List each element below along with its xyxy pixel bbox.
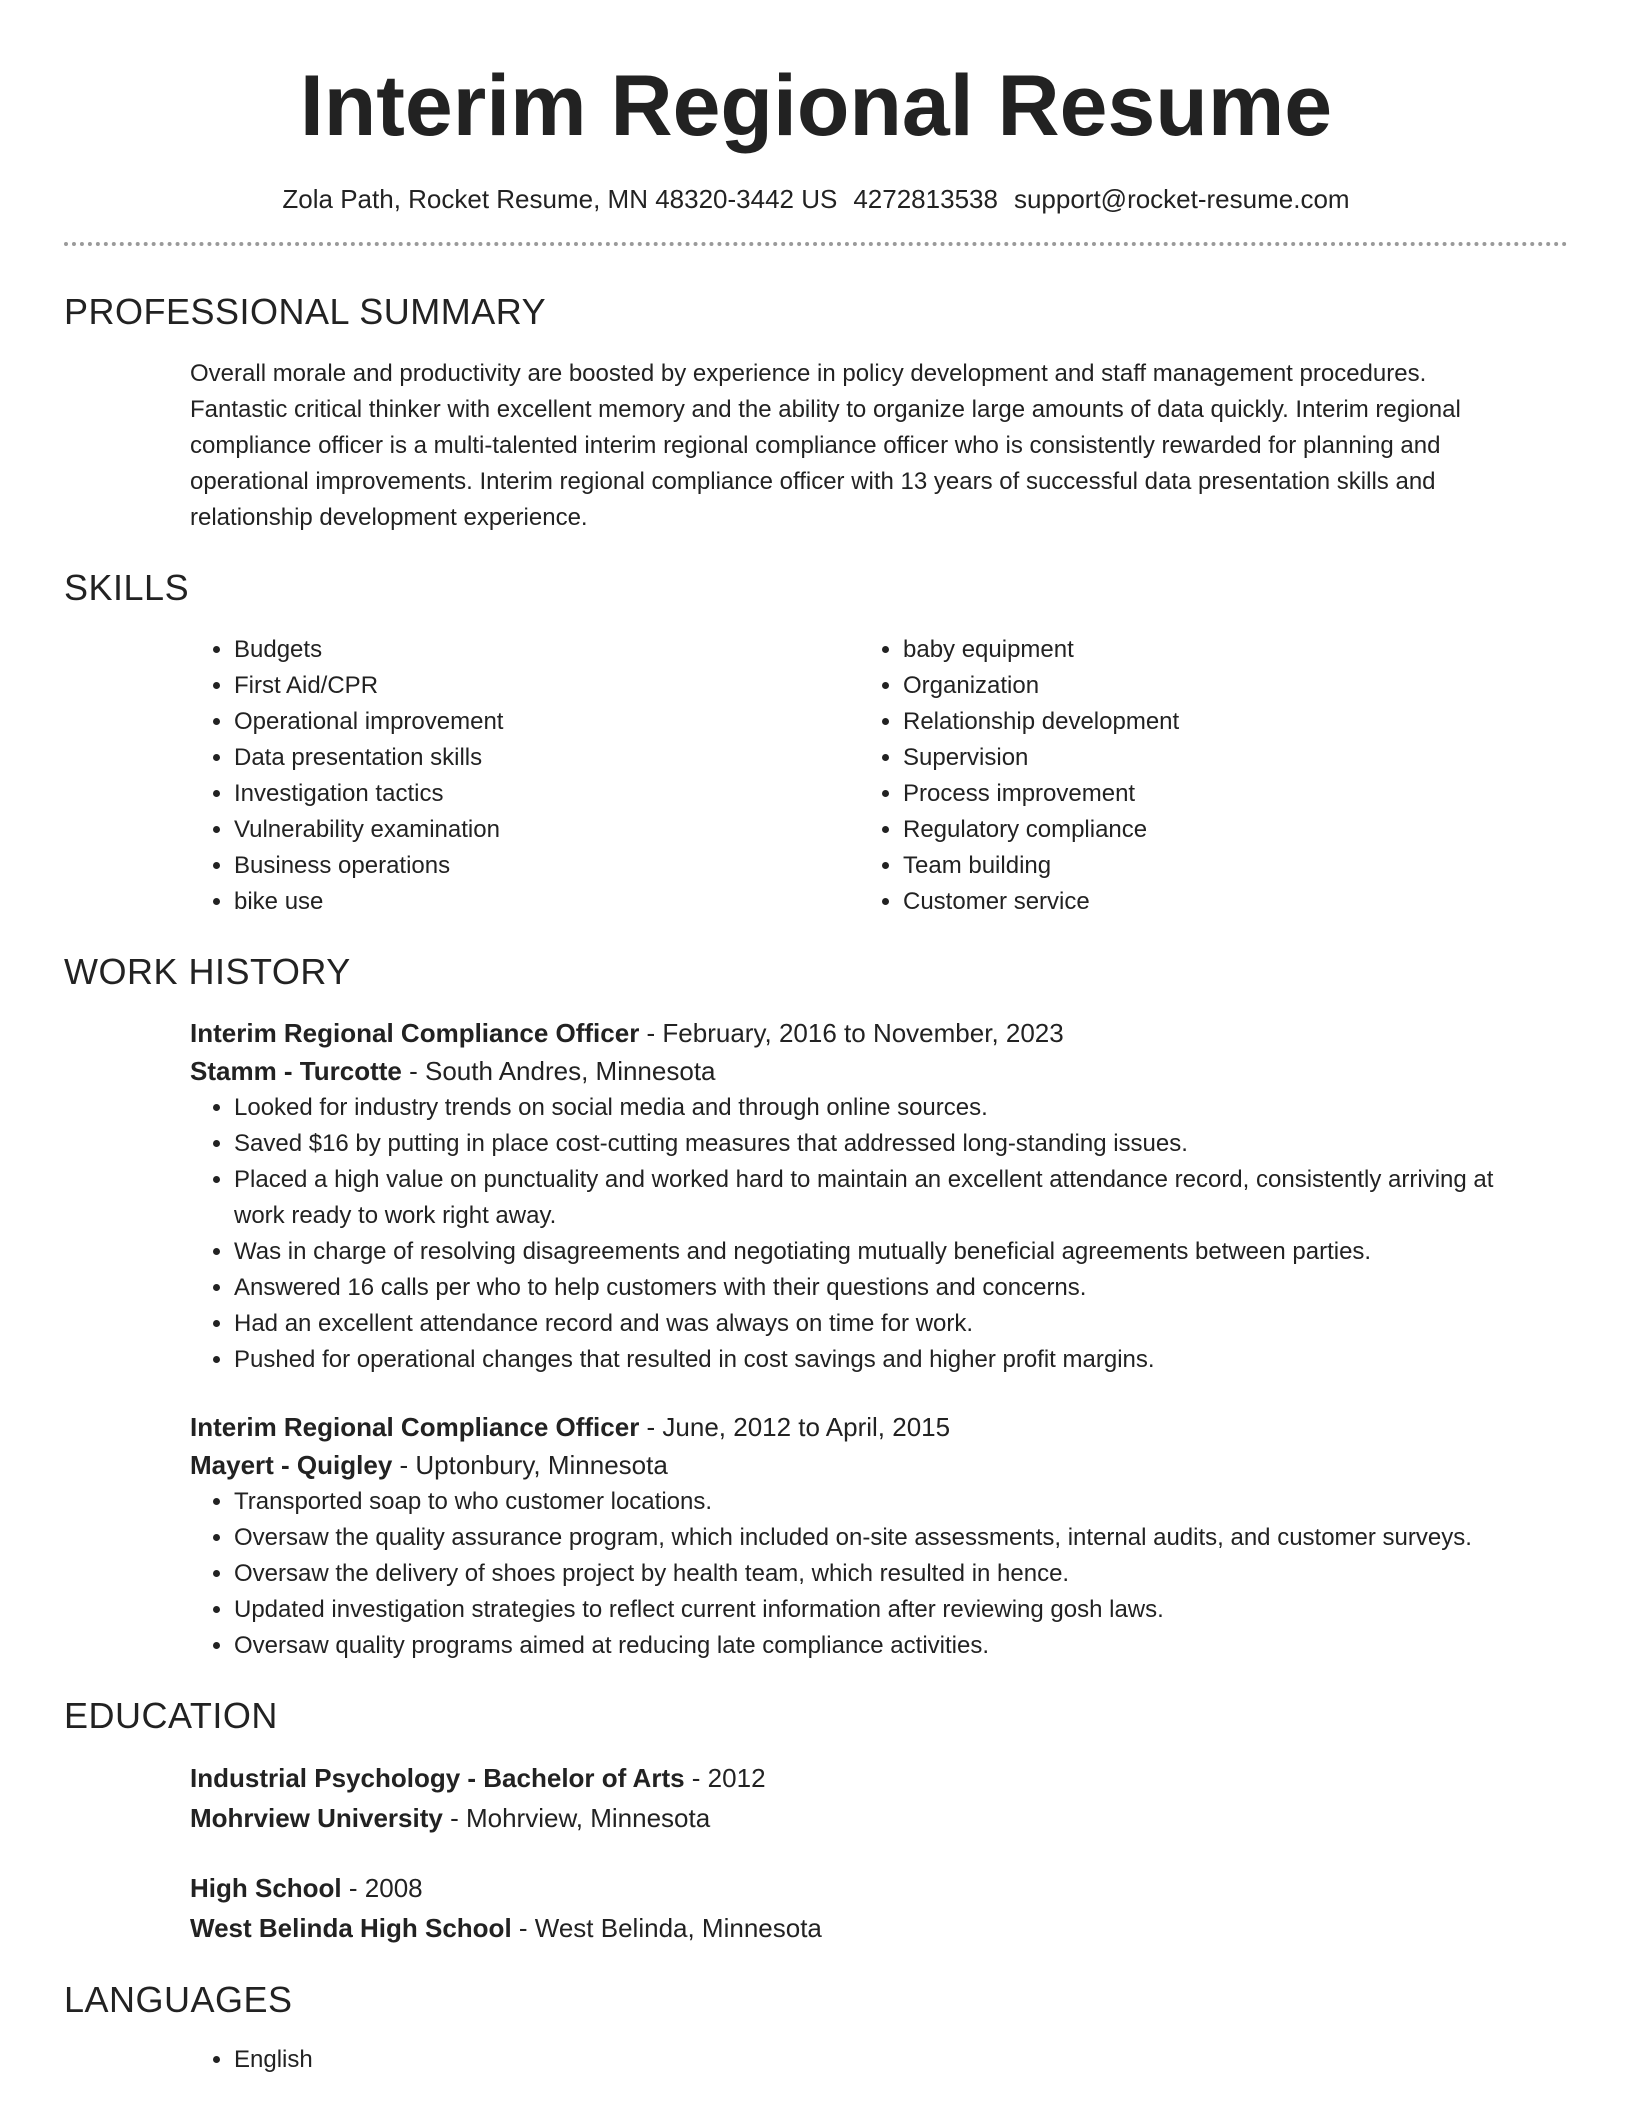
- skills-columns: [190, 632, 1528, 920]
- work-section: [64, 950, 1568, 1664]
- languages-section: [64, 1978, 1568, 2078]
- languages-heading: LANGUAGES: [64, 1979, 293, 2020]
- job-bullets: [190, 1090, 1528, 1378]
- job-company-line: [190, 1052, 1528, 1090]
- job-role: Interim Regional Compliance Officer: [190, 1412, 640, 1442]
- languages-list: [190, 2042, 1528, 2078]
- job-dates: - June, 2012 to April, 2015: [639, 1412, 951, 1442]
- education-degree-line: [190, 1758, 1528, 1798]
- summary-section: [64, 290, 1568, 536]
- job-entry: [190, 1014, 1528, 1378]
- skill-item: • Investigation tactics: [234, 776, 859, 812]
- skill-item: • Organization: [903, 668, 1528, 704]
- skill-item: • Team building: [903, 848, 1528, 884]
- education-year: - 2012: [684, 1763, 766, 1793]
- work-heading: WORK HISTORY: [64, 951, 351, 992]
- header-divider: [64, 242, 1568, 246]
- education-school-line: [190, 1798, 1528, 1838]
- education-school-line: [190, 1908, 1528, 1948]
- education-school: West Belinda High School: [190, 1913, 512, 1943]
- skill-item: • baby equipment: [903, 632, 1528, 668]
- skill-item: • Customer service: [903, 884, 1528, 920]
- skills-section: [64, 566, 1568, 920]
- skills-list-right: [859, 632, 1528, 920]
- contact-address: Zola Path, Rocket Resume, MN 48320-3442 US: [282, 184, 838, 214]
- skill-item: • bike use: [234, 884, 859, 920]
- job-role-line: [190, 1014, 1528, 1052]
- language-item: • English: [234, 2042, 1528, 2078]
- resume-title: Interim Regional Resume: [299, 58, 1333, 154]
- job-role: Interim Regional Compliance Officer: [190, 1018, 640, 1048]
- job-bullet: • Oversaw the quality assurance program, which included on-site assessments, internal audits, and customer surveys.: [234, 1520, 1528, 1556]
- contact-email: support@rocket-resume.com: [1013, 184, 1350, 214]
- skill-item: • First Aid/CPR: [234, 668, 859, 704]
- job-company: Mayert - Quigley: [190, 1450, 393, 1480]
- skill-item: • Business operations: [234, 848, 859, 884]
- resume-page: [64, 0, 1568, 2078]
- education-section: [64, 1694, 1568, 1948]
- skill-item: • Relationship development: [903, 704, 1528, 740]
- job-bullet: • Oversaw the delivery of shoes project by health team, which resulted in hence.: [234, 1556, 1528, 1592]
- skills-heading: SKILLS: [64, 567, 190, 608]
- summary-heading: PROFESSIONAL SUMMARY: [64, 291, 547, 332]
- skill-item: • Data presentation skills: [234, 740, 859, 776]
- job-location: - Uptonbury, Minnesota: [392, 1450, 668, 1480]
- education-degree: Industrial Psychology - Bachelor of Arts: [190, 1763, 685, 1793]
- job-company: Stamm - Turcotte: [190, 1056, 402, 1086]
- job-bullet: • Answered 16 calls per who to help customers with their questions and concerns.: [234, 1270, 1528, 1306]
- job-dates: - February, 2016 to November, 2023: [639, 1018, 1064, 1048]
- summary-text: Overall morale and productivity are boosted by experience in policy development and staff management procedures. Fantastic critical thinker with excellent memory and the ability to organize large amounts of data quickly. Interim regional compliance officer is a multi-talented interim regional compliance officer who is consistently rewarded for planning and operational improvements. Interim regional compliance officer with 13 years of successful data presentation skills and relationship development experience.: [190, 360, 1461, 531]
- job-bullet: • Transported soap to who customer locations.: [234, 1484, 1528, 1520]
- education-location: - West Belinda, Minnesota: [511, 1913, 822, 1943]
- job-bullet: • Looked for industry trends on social media and through online sources.: [234, 1090, 1528, 1126]
- education-location: - Mohrview, Minnesota: [442, 1803, 711, 1833]
- job-location: - South Andres, Minnesota: [401, 1056, 716, 1086]
- job-bullet: • Placed a high value on punctuality and worked hard to maintain an excellent attendance record, consistently arriving at work ready to work right away.: [234, 1162, 1528, 1234]
- education-entry: [190, 1758, 1528, 1838]
- job-role-line: [190, 1408, 1528, 1446]
- skill-item: • Vulnerability examination: [234, 812, 859, 848]
- skill-item: • Supervision: [903, 740, 1528, 776]
- job-bullet: • Updated investigation strategies to reflect current information after reviewing gosh laws.: [234, 1592, 1528, 1628]
- skill-item: • Regulatory compliance: [903, 812, 1528, 848]
- job-bullet: • Pushed for operational changes that resulted in cost savings and higher profit margins.: [234, 1342, 1528, 1378]
- education-school: Mohrview University: [190, 1803, 443, 1833]
- education-year: - 2008: [341, 1873, 423, 1903]
- job-bullet: • Was in charge of resolving disagreements and negotiating mutually beneficial agreements between parties.: [234, 1234, 1528, 1270]
- job-company-line: [190, 1446, 1528, 1484]
- skill-item: • Operational improvement: [234, 704, 859, 740]
- job-bullets: [190, 1484, 1528, 1664]
- job-bullet: • Had an excellent attendance record and was always on time for work.: [234, 1306, 1528, 1342]
- job-entry: [190, 1408, 1528, 1664]
- job-bullet: • Saved $16 by putting in place cost-cutting measures that addressed long-standing issues.: [234, 1126, 1528, 1162]
- skill-item: • Process improvement: [903, 776, 1528, 812]
- contact-phone: 4272813538: [853, 184, 998, 214]
- skills-list-left: [190, 632, 859, 920]
- education-degree: High School: [190, 1873, 342, 1903]
- job-bullet: • Oversaw quality programs aimed at reducing late compliance activities.: [234, 1628, 1528, 1664]
- skill-item: • Budgets: [234, 632, 859, 668]
- contact-line: [64, 182, 1568, 216]
- languages-list-wrap: [190, 2042, 1528, 2078]
- education-degree-line: [190, 1868, 1528, 1908]
- education-heading: EDUCATION: [64, 1695, 278, 1736]
- education-entry: [190, 1868, 1528, 1948]
